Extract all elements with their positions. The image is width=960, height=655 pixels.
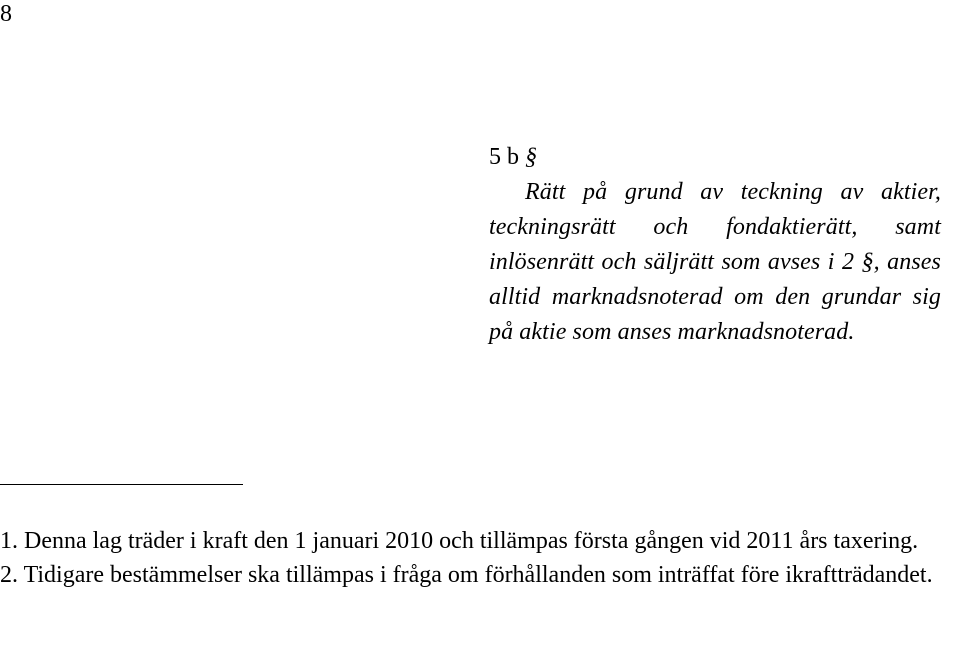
section-heading-number: 5 b bbox=[489, 144, 519, 170]
page-number: 8 bbox=[0, 1, 12, 27]
section-5b bbox=[489, 140, 941, 350]
section-body-text: Rätt på grund av teckning av aktier, teckningsrätt och fondaktierätt, samt inlösenrätt och säljrätt som avses i 2 §, anses alltid marknadsnoterad om den grundar sig på aktie som anses marknadsnoterad. bbox=[489, 179, 941, 345]
section-heading bbox=[489, 140, 941, 175]
transitional-provision-2: 2. Tidigare bestämmelser ska tillämpas i fråga om förhållanden som inträffat före ikraftträdandet. bbox=[0, 562, 933, 588]
footnote-separator bbox=[0, 484, 243, 485]
section-symbol: § bbox=[525, 144, 537, 170]
transitional-provision-1: 1. Denna lag träder i kraft den 1 januari 2010 och tillämpas första gången vid 2011 års taxering. bbox=[0, 528, 919, 554]
transitional-provisions bbox=[0, 524, 960, 592]
